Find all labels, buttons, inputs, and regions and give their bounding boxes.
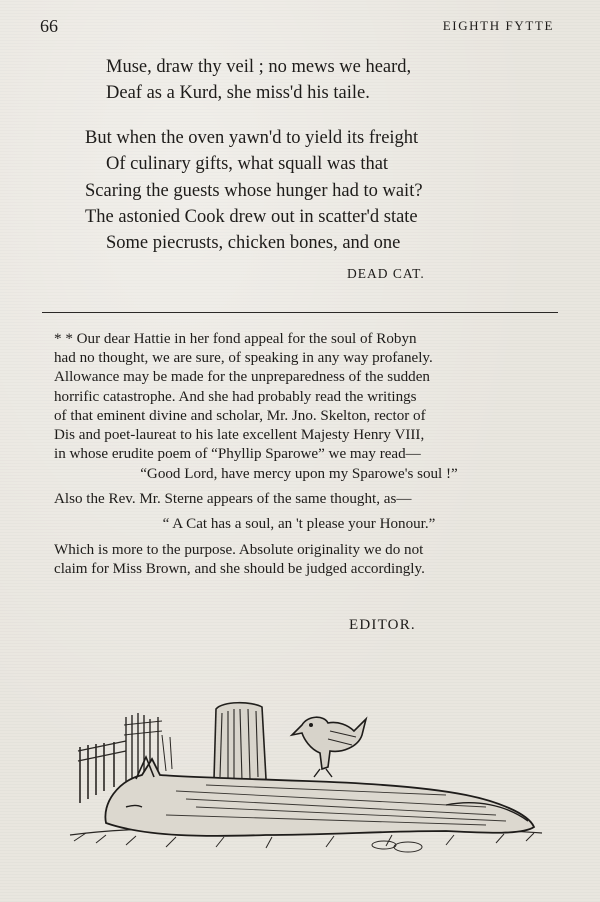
- footnote-line: of that eminent divine and scholar, Mr. Jno. Skelton, rector of: [54, 407, 426, 424]
- woodcut-bird: [292, 717, 366, 777]
- running-head: EIGHTH FYTTE: [442, 18, 554, 33]
- footnote-line: Which is more to the purpose. Absolute originality we do not: [54, 542, 424, 558]
- woodcut-illustration: [66, 695, 546, 865]
- footnote-divider: [42, 312, 558, 313]
- editor-signature: EDITOR.: [349, 617, 416, 633]
- footnote-quote-skelton: “Good Lord, have mercy upon my Sparowe's soul !”: [140, 465, 458, 482]
- verse-line: Of culinary gifts, what squall was that: [106, 154, 389, 174]
- woodcut-tree-stump: [214, 703, 266, 784]
- footnote-line: Allowance may be made for the unpreparedness of the sudden: [54, 369, 430, 386]
- verse-line: Muse, draw thy veil ; no mews we heard,: [106, 57, 412, 77]
- footnote-line: Also the Rev. Mr. Sterne appears of the same thought, as—: [54, 491, 412, 507]
- footnote-line: Dis and poet-laureat to his late excellent Majesty Henry VIII,: [54, 427, 425, 443]
- verse-line: But when the oven yawn'd to yield its freight: [85, 128, 419, 148]
- footnote-line: had no thought, we are sure, of speaking in any way profanely.: [54, 350, 433, 367]
- footnote-line: claim for Miss Brown, and she should be judged accordingly.: [54, 561, 425, 578]
- verse-line: The astonied Cook drew out in scatter'd state: [85, 207, 418, 227]
- page-header: [40, 16, 554, 38]
- footnote-line: in whose erudite poem of “Phyllip Sparowe” we may read—: [54, 446, 421, 463]
- footnote-line: horrific catastrophe. And she had probably read the writings: [54, 388, 417, 405]
- footnote-quote-sterne: “ A Cat has a soul, an 't please your Honour.”: [162, 516, 436, 532]
- page-number: 66: [40, 16, 58, 36]
- verse-line: Scaring the guests whose hunger had to wait?: [85, 180, 423, 201]
- footnote-line: * * Our dear Hattie in her fond appeal for the soul of Robyn: [54, 331, 417, 347]
- verse-line: Deaf as a Kurd, she miss'd his taile.: [106, 83, 370, 103]
- verse-line: Some piecrusts, chicken bones, and one: [106, 233, 401, 253]
- verse-final-words: DEAD CAT.: [347, 266, 425, 281]
